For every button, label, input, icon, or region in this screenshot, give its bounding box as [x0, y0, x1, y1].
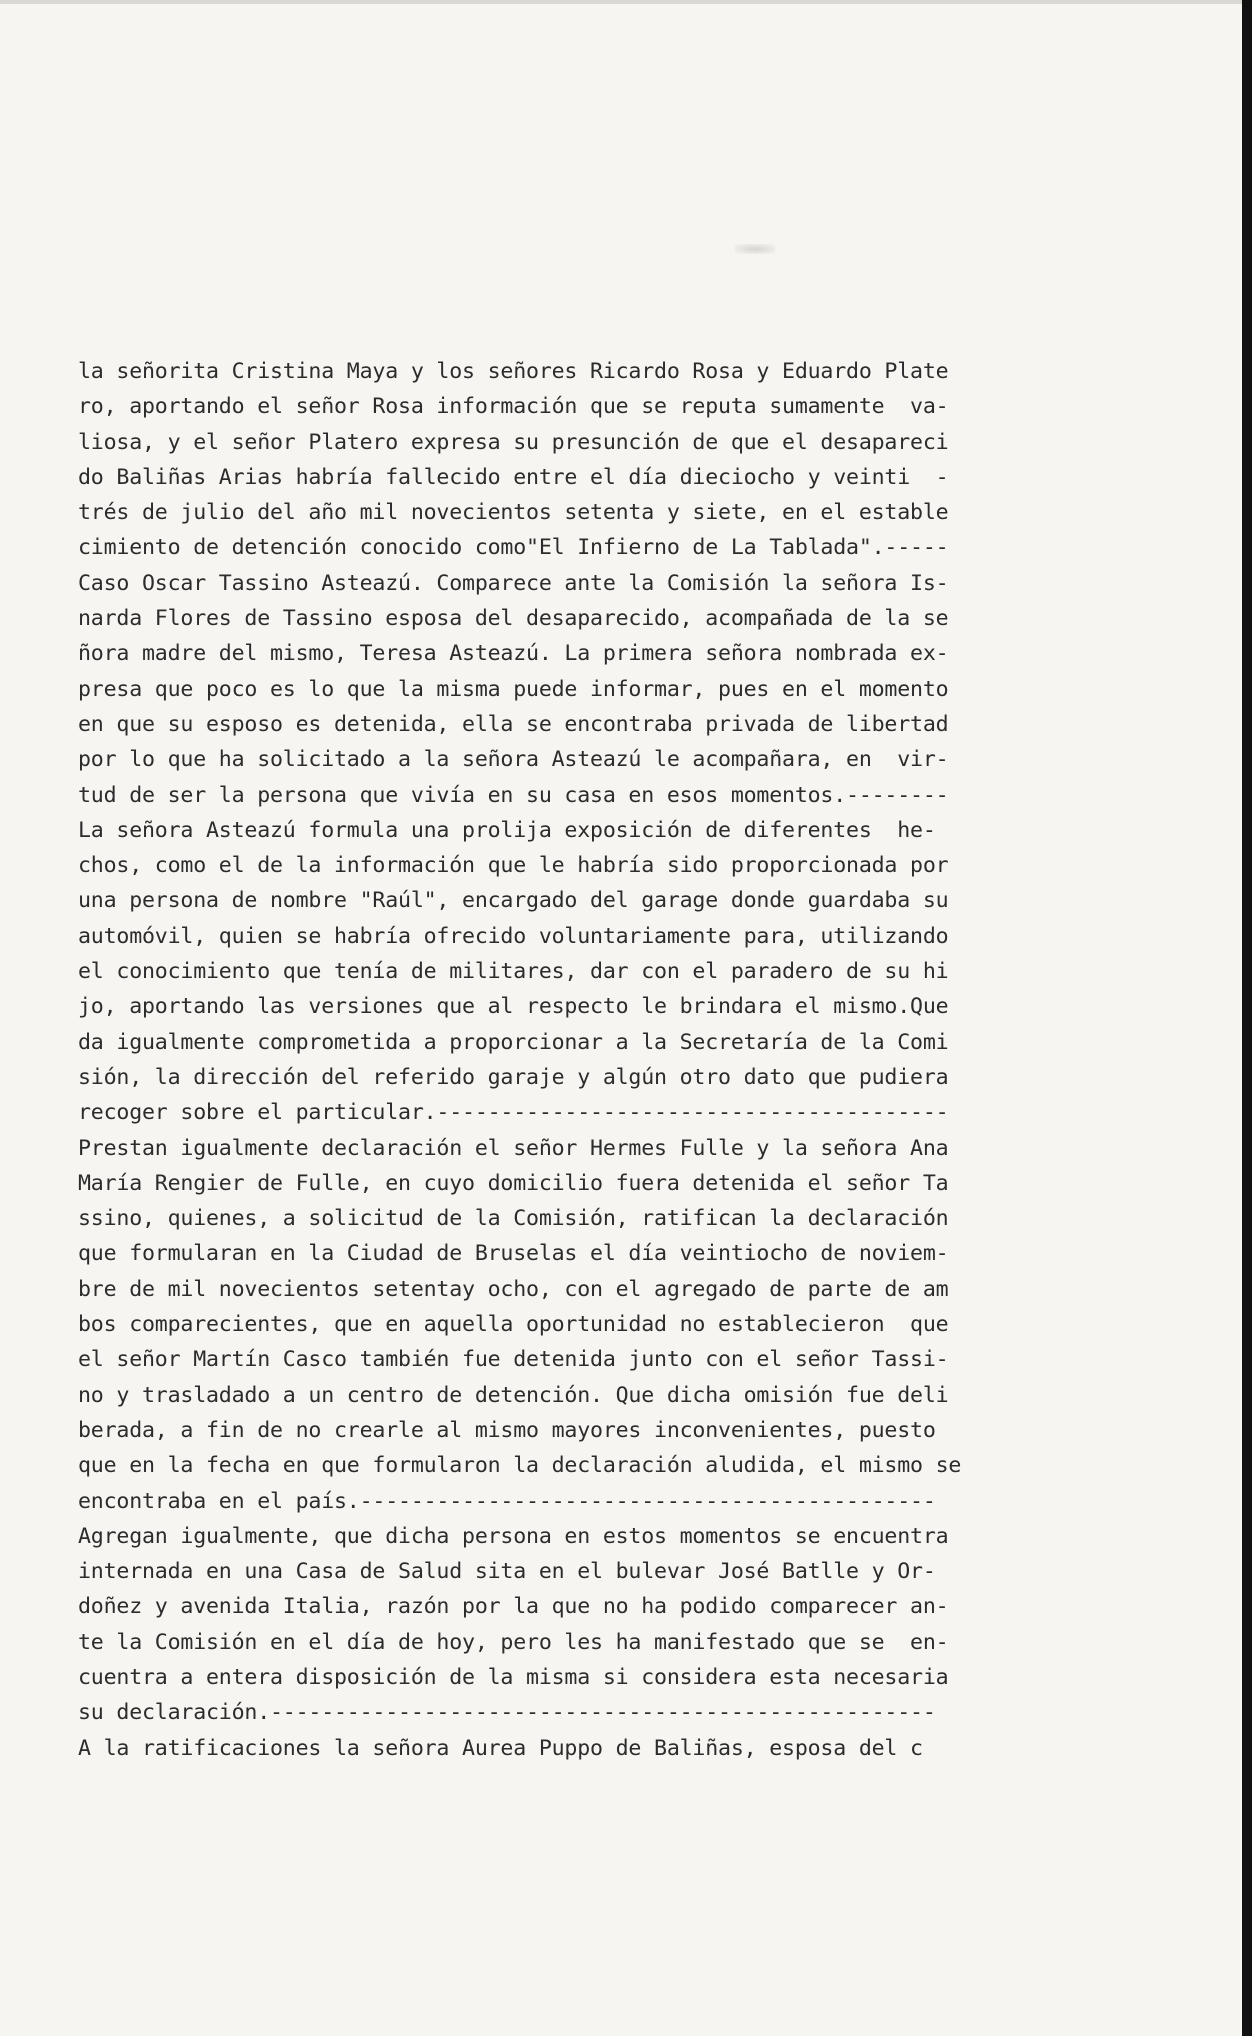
- text-line: María Rengier de Fulle, en cuyo domicilio fuera detenida el señor Ta: [78, 1170, 949, 1196]
- text-line: presa que poco es lo que la misma puede informar, pues en el momento: [78, 676, 949, 702]
- text-line: automóvil, quien se habría ofrecido voluntariamente para, utilizando: [78, 923, 949, 949]
- text-line: jo, aportando las versiones que al respecto le brindara el mismo.Que: [78, 994, 949, 1020]
- text-line: cimiento de detención conocido como"El Infierno de La Tablada".-----: [78, 535, 949, 561]
- text-line: da igualmente comprometida a proporcionar a la Secretaría de la Comi: [78, 1029, 949, 1055]
- text-line: la señorita Cristina Maya y los señores Ricardo Rosa y Eduardo Plate: [78, 359, 949, 384]
- text-line: recoger sobre el particular.----------------------------------------: [78, 1100, 949, 1126]
- text-line: cuentra a entera disposición de la misma si considera esta necesaria: [78, 1664, 949, 1690]
- text-line: trés de julio del año mil novecientos setenta y siete, en el estable: [78, 500, 949, 526]
- text-line: que formularan en la Ciudad de Bruselas el día veintiocho de noviem-: [78, 1241, 949, 1267]
- text-line: doñez y avenida Italia, razón por la que no ha podido comparecer an-: [78, 1594, 949, 1620]
- text-line: el conocimiento que tenía de militares, dar con el paradero de su hi: [78, 959, 949, 985]
- text-line: en que su esposo es detenida, ella se encontraba privada de libertad: [78, 711, 949, 737]
- text-line: chos, como el de la información que le habría sido proporcionada por: [78, 853, 949, 879]
- scan-right-border: [1242, 0, 1252, 2036]
- text-line: narda Flores de Tassino esposa del desaparecido, acompañada de la se: [78, 606, 949, 632]
- text-line: ssino, quienes, a solicitud de la Comisión, ratifican la declaración: [78, 1206, 949, 1232]
- text-line: encontraba en el país.---------------------------------------------: [78, 1488, 936, 1514]
- text-line: liosa, y el señor Platero expresa su presunción de que el desapareci: [78, 429, 949, 455]
- text-line: te la Comisión en el día de hoy, pero les ha manifestado que se en-: [78, 1629, 949, 1655]
- text-line: el señor Martín Casco también fue detenida junto con el señor Tassi-: [78, 1347, 949, 1373]
- typed-text-body: [78, 354, 1078, 1766]
- text-line: no y trasladado a un centro de detención. Que dicha omisión fue deli: [78, 1382, 949, 1408]
- text-line: A la ratificaciones la señora Aurea Puppo de Baliñas, esposa del c: [78, 1735, 923, 1761]
- text-line: por lo que ha solicitado a la señora Asteazú le acompañara, en vir-: [78, 747, 949, 773]
- text-line: internada en una Casa de Salud sita en el bulevar José Batlle y Or-: [78, 1559, 936, 1585]
- text-line: Caso Oscar Tassino Asteazú. Comparece ante la Comisión la señora Is-: [78, 570, 949, 596]
- text-line: Prestan igualmente declaración el señor Hermes Fulle y la señora Ana: [78, 1135, 949, 1161]
- text-line: tud de ser la persona que vivía en su casa en esos momentos.--------: [78, 782, 949, 808]
- text-line: do Baliñas Arias habría fallecido entre el día dieciocho y veinti -: [78, 464, 949, 490]
- text-line: ro, aportando el señor Rosa información que se reputa sumamente va-: [78, 394, 949, 420]
- text-line: que en la fecha en que formularon la declaración aludida, el mismo se: [78, 1453, 962, 1479]
- text-line: bre de mil novecientos setentay ocho, con el agregado de parte de am: [78, 1276, 949, 1302]
- text-line: ñora madre del mismo, Teresa Asteazú. La primera señora nombrada ex-: [78, 641, 949, 667]
- text-line: berada, a fin de no crearle al mismo mayores inconvenientes, puesto: [78, 1417, 936, 1443]
- scan-smudge: [735, 244, 775, 254]
- text-line: su declaración.----------------------------------------------------: [78, 1700, 936, 1726]
- text-line: bos comparecientes, que en aquella oportunidad no establecieron que: [78, 1312, 949, 1338]
- text-line: sión, la dirección del referido garaje y algún otro dato que pudiera: [78, 1064, 949, 1090]
- scan-top-edge: [0, 0, 1252, 4]
- text-line: La señora Asteazú formula una prolija exposición de diferentes he-: [78, 817, 936, 843]
- text-line: una persona de nombre "Raúl", encargado del garage donde guardaba su: [78, 888, 949, 914]
- text-line: Agregan igualmente, que dicha persona en estos momentos se encuentra: [78, 1523, 949, 1549]
